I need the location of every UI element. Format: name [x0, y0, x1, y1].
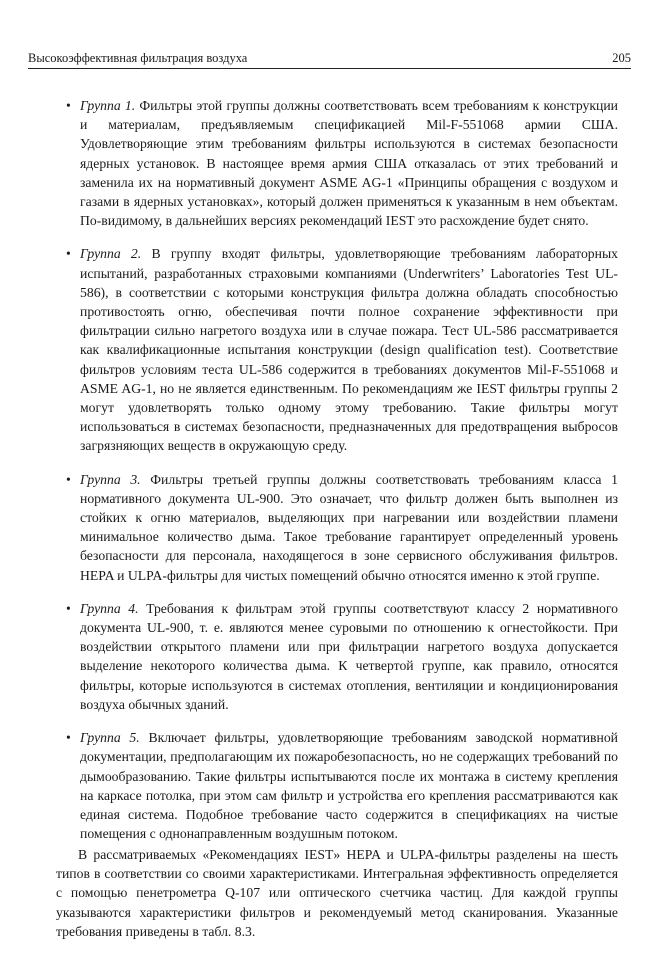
- bullet-icon: •: [66, 730, 71, 746]
- bullet-list: [66, 96, 619, 857]
- group-label: Группа 1.: [80, 98, 136, 113]
- list-item-group-3: [66, 470, 618, 585]
- group-text: Фильтры третьей группы должны соответствовать требованиям класса 1 нормативного документа UL-900. Это означает, что фильтр должен быть выполнен из стойких к огню материалов, выделяющих при нагревании или воздействии пламени минимальное количество дыма. Такое требование гарантирует определенный уровень безопасности для персонала, находящегося в зоне сервисного обслуживания фильтров. HEPA и ULPA-фильтры для чистых помещений обычно относятся именно к этой группе.: [80, 471, 618, 583]
- header-rule: [28, 68, 631, 69]
- list-item-group-2: [66, 244, 619, 455]
- group-text: Фильтры этой группы должны соответствовать всем требованиям к конструкции и материалам, предъявляемым спецификацией Mil-F-551068 армии США. Удовлетворяющие этим требованиям фильтры используются в системах безопасности ядерных установок. В настоящее время армия США отказалась от этих требований и заменила их на нормативный документ ASME AG-1 «Принципы обращения с воздухом и газами в ядерных установках», который должен применяться к указанным в нем объектам. По-видимому, в дальнейших версиях рекомендаций IEST это расхождение будет снято.: [80, 98, 619, 229]
- group-label: Группа 2.: [80, 246, 142, 262]
- bullet-icon: •: [66, 246, 71, 262]
- group-label: Группа 4.: [80, 600, 139, 616]
- bullet-icon: •: [66, 98, 71, 113]
- group-text: Требования к фильтрам этой группы соответствуют классу 2 нормативного документа UL-900, т. е. являются менее суровыми по отношению к огнестойкости. При воздействии открытого пламени или при фильтрации нагретого воздуха допускается выделение некоторого количества дыма. К четвертой группе, как правило, относятся фильтры, которые используются в системах отопления, вентиляции и кондиционирования воздуха обычных зданий.: [80, 600, 618, 712]
- group-text: Включает фильтры, удовлетворяющие требованиям заводской нормативной документации, предполагающим их пожаробезопасность, но не содержащих требований по дымообразованию. Такие фильтры испытываются после их монтажа в систему крепления на каркасе потолка, при этом сам фильтр и устройства его крепления рассматриваются как единая система. Подобное требование часто содержится в спецификациях на чистые помещения с однонаправленным воздушным потоком.: [80, 730, 618, 842]
- group-label: Группа 3.: [80, 471, 141, 487]
- page-number: 205: [612, 51, 631, 65]
- closing-paragraph: В рассматриваемых «Рекомендациях IEST» HEPA и ULPA-фильтры разделены на шесть типов в соответствии со своими характеристиками. Интегральная эффективность определяется с помощью пенетрометра Q-107 или оптического счетчика частиц. Для каждой группы указываются характеристики фильтров и рекомендуемый метод сканирования. Указанные требования приведены в табл. 8.3.: [56, 847, 618, 939]
- list-item-group-1: [66, 96, 619, 230]
- group-text: В группу входят фильтры, удовлетворяющие требованиям лабораторных испытаний, разработанных страховыми компаниями (Underwriters’ Laboratories Test UL-586), в соответствии с которыми конструкция фильтра должна обладать способностью противостоять огню, обеспечивая почти полное сохранение эффективности при фильтрации сильно нагретого воздуха или в случае пожара. Тест UL-586 рассматривается как квалификационные испытания конструкции (design qualification test). Соответствие фильтров условиям теста UL-586 содержится в требованиях документов Mil-F-551068 и ASME AG-1, но не является единственным. По рекомендациям же IEST фильтры группы 2 могут удовлетворять только одному этому требованию. Такие фильтры могут использоваться в системах безопасности, предназначенных для предотвращения выбросов загрязняющих веществ в окружающую среду.: [80, 246, 619, 454]
- page-header: [28, 50, 631, 70]
- list-item-group-5: [66, 728, 618, 843]
- list-item-group-4: [66, 599, 618, 714]
- bullet-icon: •: [66, 471, 71, 487]
- bullet-icon: •: [66, 600, 71, 616]
- group-label: Группа 5.: [80, 730, 140, 746]
- running-title: Высокоэффективная фильтрация воздуха: [28, 51, 248, 65]
